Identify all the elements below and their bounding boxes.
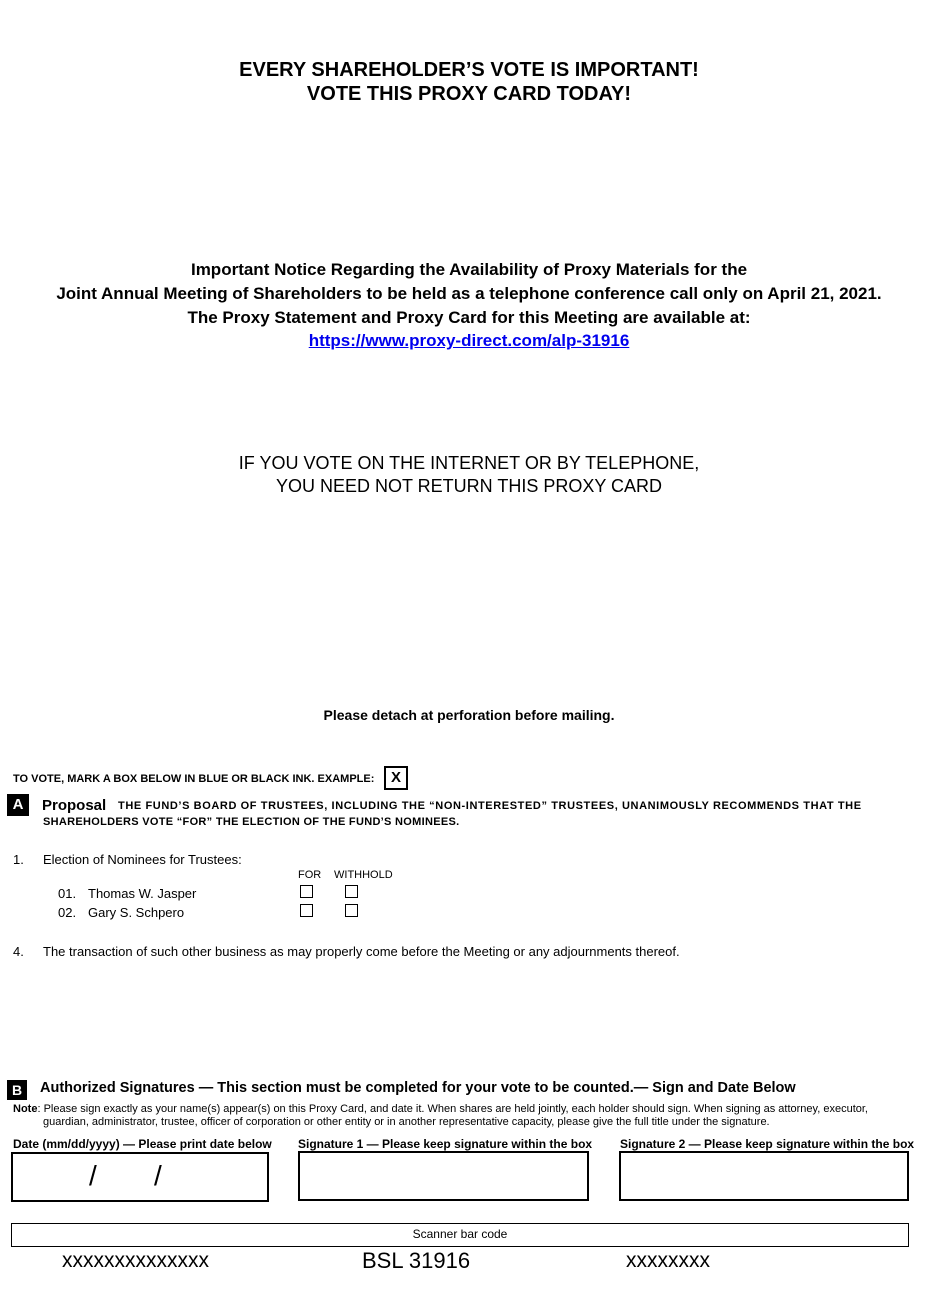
date-label: Date (mm/dd/yyyy) — Please print date below — [13, 1137, 272, 1151]
note-line-1 — [13, 1103, 868, 1116]
nominee-1-withhold-checkbox[interactable] — [345, 885, 358, 898]
section-a-title: Proposal — [42, 797, 107, 814]
example-mark-box: X — [384, 766, 408, 790]
nominee-name: Thomas W. Jasper — [88, 886, 197, 901]
signature-1-label: Signature 1 — Please keep signature within the box — [298, 1137, 593, 1151]
scanner-bar-code-box — [11, 1223, 909, 1247]
notice-line-3: The Proxy Statement and Proxy Card for this Meeting are available at: — [187, 308, 751, 327]
signature-2-label: Signature 2 — Please keep signature within the box — [620, 1137, 915, 1151]
section-a-badge: A — [7, 794, 29, 816]
column-withhold: WITHHOLD — [334, 869, 393, 881]
header-line-2: VOTE THIS PROXY CARD TODAY! — [306, 83, 632, 105]
note-text-1: : Please sign exactly as your name(s) appear(s) on this Proxy Card, and date it. When shares are held jointly, each holder should sign. When signing as attorney, executor, — [37, 1103, 868, 1115]
code-right: xxxxxxxx — [626, 1249, 710, 1272]
nominee-2-for-checkbox[interactable] — [300, 904, 313, 917]
nominee-1-for-checkbox[interactable] — [300, 885, 313, 898]
internet-notice-line-2: YOU NEED NOT RETURN THIS PROXY CARD — [275, 476, 663, 496]
date-field[interactable] — [11, 1152, 269, 1202]
note-label: Note — [13, 1103, 38, 1115]
recommendation-line-2: SHAREHOLDERS VOTE “FOR” THE ELECTION OF THE FUND’S NOMINEES. — [43, 816, 460, 828]
notice-line-2: Joint Annual Meeting of Shareholders to be held as a telephone conference call only on April 21, 2021. — [56, 284, 882, 303]
code-left: xxxxxxxxxxxxxx — [62, 1249, 209, 1272]
nominee-number: 02. — [58, 905, 77, 920]
vote-instructions: TO VOTE, MARK A BOX BELOW IN BLUE OR BLACK INK. EXAMPLE: — [13, 773, 375, 785]
nominee-2-withhold-checkbox[interactable] — [345, 904, 358, 917]
detach-instruction: Please detach at perforation before mailing. — [323, 707, 615, 723]
date-slash-2: / — [154, 1160, 162, 1191]
scanner-bar-code-label: Scanner bar code — [412, 1227, 508, 1241]
notice-line-1: Important Notice Regarding the Availability of Proxy Materials for the — [190, 260, 748, 279]
section-b-badge: B — [7, 1080, 27, 1100]
internet-notice-line-1: IF YOU VOTE ON THE INTERNET OR BY TELEPHONE, — [238, 453, 700, 473]
code-center: BSL 31916 — [362, 1248, 471, 1273]
item-1-number: 1. — [13, 852, 24, 867]
section-b-title: Authorized Signatures — This section must be completed for your vote to be counted.— Sign and Date Below — [40, 1080, 796, 1096]
note-line-2: guardian, administrator, trustee, officer of corporation or other entity or in another representative capacity, please give the full title under the signature. — [43, 1116, 770, 1128]
item-4-number: 4. — [13, 944, 24, 959]
item-4-text: The transaction of such other business as may properly come before the Meeting or any adjournments thereof. — [43, 944, 680, 959]
nominee-number: 01. — [58, 886, 77, 901]
signature-1-box[interactable] — [298, 1151, 589, 1201]
header-line-1: EVERY SHAREHOLDER’S VOTE IS IMPORTANT! — [239, 59, 699, 81]
proxy-materials-link[interactable]: https://www.proxy-direct.com/alp-31916 — [308, 331, 630, 350]
column-for: FOR — [298, 869, 322, 881]
nominee-name: Gary S. Schpero — [88, 905, 185, 920]
notice-link-wrap — [0, 329, 938, 353]
date-slash-1: / — [89, 1160, 97, 1191]
signature-2-box[interactable] — [619, 1151, 909, 1201]
recommendation-line-1: THE FUND’S BOARD OF TRUSTEES, INCLUDING THE “NON-INTERESTED” TRUSTEES, UNANIMOUSLY RECOMMENDS THAT THE — [118, 800, 862, 812]
item-1-text: Election of Nominees for Trustees: — [43, 852, 242, 867]
